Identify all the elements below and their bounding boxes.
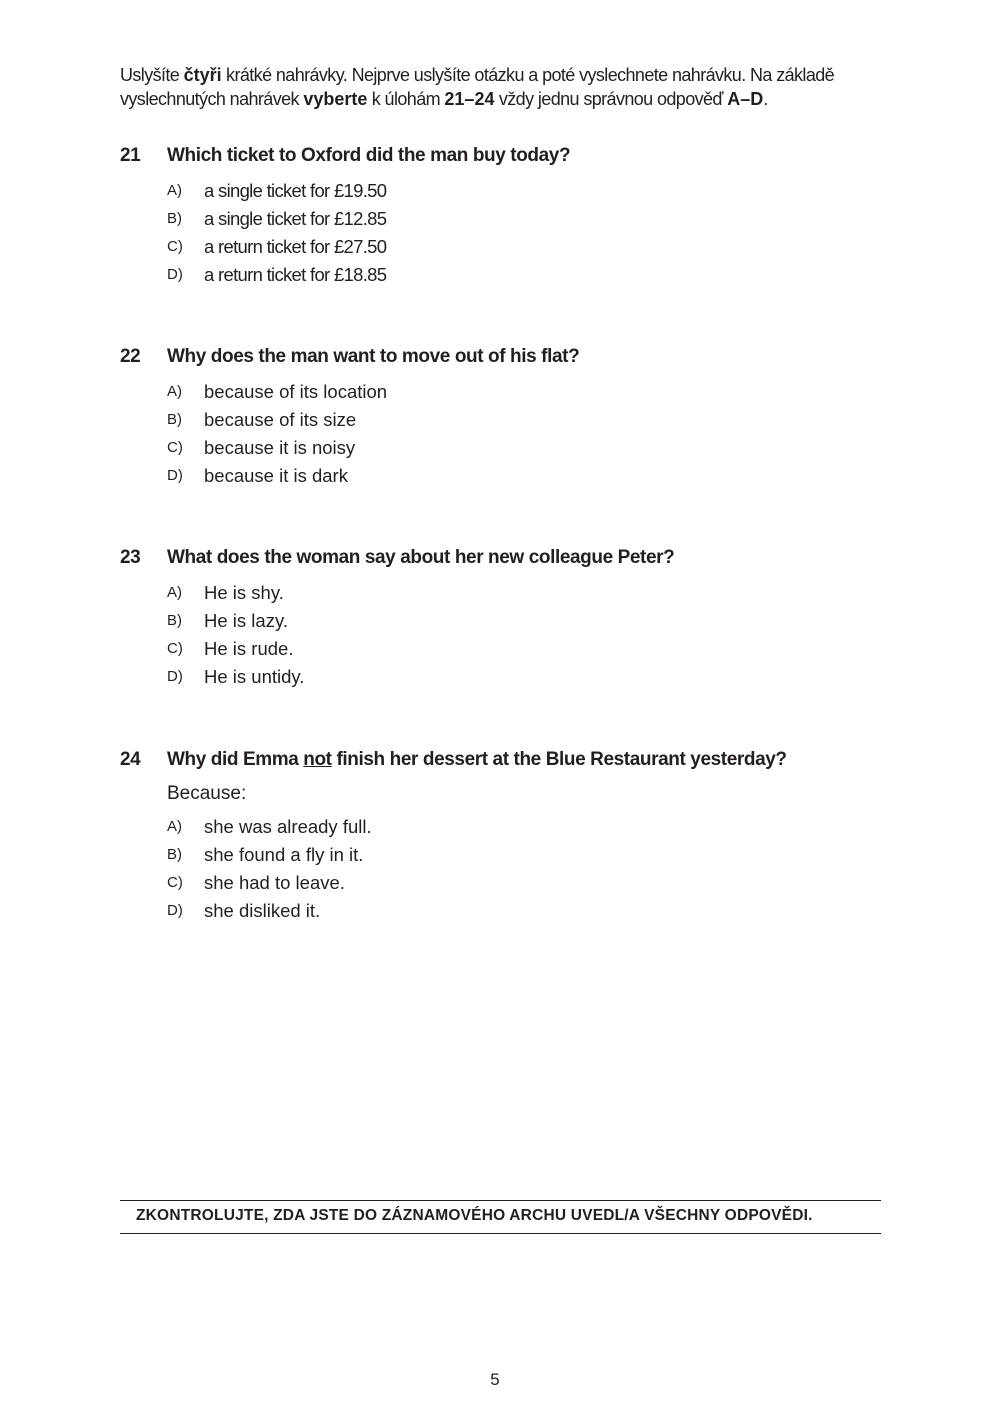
answer-option-c[interactable] <box>120 871 900 899</box>
question-22 <box>120 346 900 492</box>
option-letter: C) <box>167 640 183 657</box>
question-text: What does the woman say about her new colleague Peter? <box>167 547 675 568</box>
answer-option-d[interactable] <box>120 899 900 927</box>
option-text: because of its location <box>204 381 388 402</box>
option-letter: C) <box>167 439 183 456</box>
answer-option-b[interactable] <box>120 207 900 235</box>
option-text: a return ticket for £27.50 <box>204 236 387 257</box>
option-letter: B) <box>167 846 182 863</box>
option-text: she had to leave. <box>204 872 345 893</box>
answer-option-c[interactable] <box>120 436 900 464</box>
question-header <box>120 749 900 775</box>
answer-option-d[interactable] <box>120 665 900 693</box>
option-text: He is untidy. <box>204 666 305 687</box>
option-text: because it is noisy <box>204 437 356 458</box>
option-letter: D) <box>167 266 183 283</box>
option-text: because it is dark <box>204 465 348 486</box>
option-text: He is shy. <box>204 582 284 603</box>
question-number: 24 <box>120 749 141 770</box>
answer-options <box>120 581 900 693</box>
question-number: 23 <box>120 547 141 568</box>
answer-lead: Because: <box>167 783 247 804</box>
answer-options <box>120 815 900 927</box>
option-letter: D) <box>167 668 183 685</box>
answer-option-d[interactable] <box>120 464 900 492</box>
option-text: He is rude. <box>204 638 294 659</box>
answer-option-a[interactable] <box>120 581 900 609</box>
question-23 <box>120 547 900 693</box>
option-text: she was already full. <box>204 816 372 837</box>
question-header <box>120 145 900 171</box>
footer-notice-box <box>120 1200 881 1234</box>
answer-option-a[interactable] <box>120 815 900 843</box>
option-letter: D) <box>167 467 183 484</box>
answer-option-c[interactable] <box>120 637 900 665</box>
answer-option-b[interactable] <box>120 843 900 871</box>
question-21 <box>120 145 900 291</box>
option-letter: B) <box>167 612 182 629</box>
option-letter: C) <box>167 238 183 255</box>
answer-options <box>120 179 900 291</box>
option-letter: A) <box>167 182 182 199</box>
answer-option-b[interactable] <box>120 609 900 637</box>
question-header <box>120 346 900 372</box>
answer-option-b[interactable] <box>120 408 900 436</box>
question-text: Which ticket to Oxford did the man buy today? <box>167 145 571 166</box>
option-text: she disliked it. <box>204 900 321 921</box>
answer-options <box>120 380 900 492</box>
question-number: 22 <box>120 346 141 367</box>
answer-option-a[interactable] <box>120 179 900 207</box>
question-header <box>120 547 900 573</box>
page-number: 5 <box>490 1370 500 1389</box>
option-text: because of its size <box>204 409 357 430</box>
option-letter: D) <box>167 902 183 919</box>
underlined-word: not <box>303 749 332 770</box>
instructions: Uslyšíte čtyři krátké nahrávky. Nejprve uslyšíte otázku a poté vyslechnete nahrávku. Na základě vyslechnutých nahrávek vyberte k úlohám 21–24 vždy jednu správnou odpověď A–D. <box>120 65 835 109</box>
option-text: a return ticket for £18.85 <box>204 264 387 285</box>
option-letter: A) <box>167 818 182 835</box>
option-letter: B) <box>167 210 182 227</box>
option-text: she found a fly in it. <box>204 844 364 865</box>
option-letter: A) <box>167 383 182 400</box>
question-text: Why does the man want to move out of his flat? <box>167 346 580 367</box>
question-text: Why did Emma not finish her dessert at the Blue Restaurant yesterday? <box>167 749 787 770</box>
footer-notice: ZKONTROLUJTE, ZDA JSTE DO ZÁZNAMOVÉHO ARCHU UVEDL/A VŠECHNY ODPOVĚDI. <box>136 1207 813 1224</box>
option-letter: C) <box>167 874 183 891</box>
question-24 <box>120 749 900 927</box>
option-text: a single ticket for £19.50 <box>204 180 387 201</box>
option-letter: B) <box>167 411 182 428</box>
answer-option-c[interactable] <box>120 235 900 263</box>
option-text: He is lazy. <box>204 610 288 631</box>
answer-option-d[interactable] <box>120 263 900 291</box>
answer-option-a[interactable] <box>120 380 900 408</box>
question-number: 21 <box>120 145 141 166</box>
option-letter: A) <box>167 584 182 601</box>
option-text: a single ticket for £12.85 <box>204 208 387 229</box>
